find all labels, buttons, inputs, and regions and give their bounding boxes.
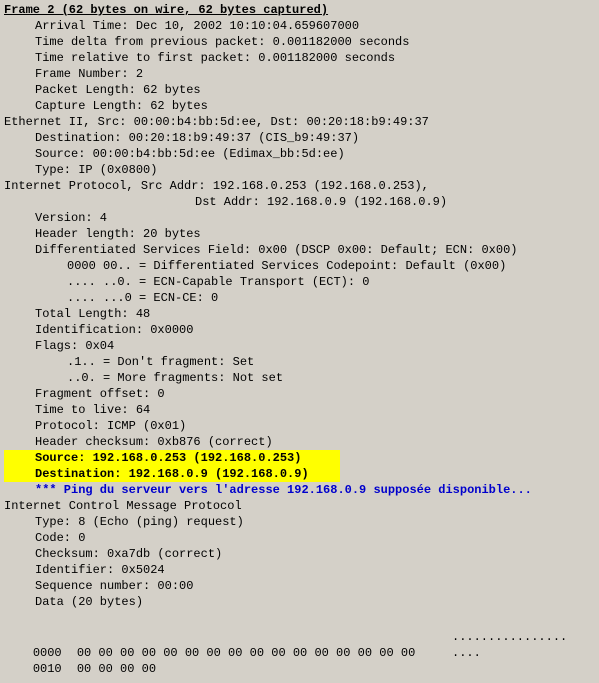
- frame-time-relative[interactable]: Time relative to first packet: 0.001182000 seconds: [35, 51, 396, 65]
- ip-destination[interactable]: Destination: 192.168.0.9 (192.168.0.9): [35, 467, 309, 481]
- icmp-sequence-number[interactable]: Sequence number: 00:00: [35, 579, 194, 593]
- ip-flags[interactable]: Flags: 0x04: [35, 339, 115, 353]
- ip-dsf-codepoint[interactable]: 0000 00.. = Differentiated Services Codepoint: Default (0x00): [67, 259, 507, 273]
- hexdump-row[interactable]: [4, 645, 157, 676]
- icmp-header[interactable]: Internet Control Message Protocol: [4, 499, 242, 513]
- ip-flag-more-fragments[interactable]: ..0. = More fragments: Not set: [67, 371, 284, 385]
- ip-fragment-offset[interactable]: Fragment offset: 0: [35, 387, 165, 401]
- ip-dsf-ect[interactable]: .... ..0. = ECN-Capable Transport (ECT): 0: [67, 275, 370, 289]
- ip-ttl[interactable]: Time to live: 64: [35, 403, 151, 417]
- hexdump-ascii: ................: [452, 630, 568, 644]
- ethernet-source[interactable]: Source: 00:00:b4:bb:5d:ee (Edimax_bb:5d:ee): [35, 147, 345, 161]
- hexdump-bytes: 00 00 00 00 00 00 00 00 00 00 00 00 00 00 00 00: [76, 646, 416, 660]
- hexdump-offset: 0010: [32, 662, 62, 676]
- icmp-data[interactable]: Data (20 bytes): [35, 595, 144, 609]
- hexdump-offset: 0000: [32, 646, 62, 660]
- ip-source[interactable]: Source: 192.168.0.253 (192.168.0.253): [35, 451, 302, 465]
- frame-time-delta[interactable]: Time delta from previous packet: 0.001182000 seconds: [35, 35, 410, 49]
- frame-number[interactable]: Frame Number: 2: [35, 67, 144, 81]
- ethernet-type[interactable]: Type: IP (0x0800): [35, 163, 158, 177]
- ip-total-length[interactable]: Total Length: 48: [35, 307, 151, 321]
- frame-packet-length[interactable]: Packet Length: 62 bytes: [35, 83, 201, 97]
- ip-version[interactable]: Version: 4: [35, 211, 108, 225]
- frame-header[interactable]: Frame 2 (62 bytes on wire, 62 bytes captured): [4, 3, 329, 17]
- ip-header[interactable]: Internet Protocol, Src Addr: 192.168.0.253 (192.168.0.253),: [4, 179, 429, 193]
- ethernet-destination[interactable]: Destination: 00:20:18:b9:49:37 (CIS_b9:49:37): [35, 131, 360, 145]
- icmp-code[interactable]: Code: 0: [35, 531, 86, 545]
- ip-dsf[interactable]: Differentiated Services Field: 0x00 (DSCP 0x00: Default; ECN: 0x00): [35, 243, 518, 257]
- hexdump-bytes: 00 00 00 00: [76, 662, 157, 676]
- ethernet-header[interactable]: Ethernet II, Src: 00:00:b4:bb:5d:ee, Dst: 00:20:18:b9:49:37: [4, 115, 429, 129]
- icmp-type[interactable]: Type: 8 (Echo (ping) request): [35, 515, 244, 529]
- ip-header-continued: Dst Addr: 192.168.0.9 (192.168.0.9): [195, 195, 448, 209]
- hexdump-row[interactable]: [4, 629, 416, 660]
- ip-protocol[interactable]: Protocol: ICMP (0x01): [35, 419, 187, 433]
- ip-header-checksum[interactable]: Header checksum: 0xb876 (correct): [35, 435, 273, 449]
- ip-header-length[interactable]: Header length: 20 bytes: [35, 227, 201, 241]
- icmp-checksum[interactable]: Checksum: 0xa7db (correct): [35, 547, 223, 561]
- ip-identification[interactable]: Identification: 0x0000: [35, 323, 194, 337]
- ip-flag-dont-fragment[interactable]: .1.. = Don't fragment: Set: [67, 355, 255, 369]
- ip-dsf-ecn-ce[interactable]: .... ...0 = ECN-CE: 0: [67, 291, 219, 305]
- icmp-identifier[interactable]: Identifier: 0x5024: [35, 563, 165, 577]
- annotation-note: *** Ping du serveur vers l'adresse 192.168.0.9 supposée disponible...: [35, 483, 532, 497]
- frame-capture-length[interactable]: Capture Length: 62 bytes: [35, 99, 208, 113]
- hexdump-ascii: ....: [452, 646, 481, 660]
- frame-arrival-time[interactable]: Arrival Time: Dec 10, 2002 10:10:04.659607000: [35, 19, 360, 33]
